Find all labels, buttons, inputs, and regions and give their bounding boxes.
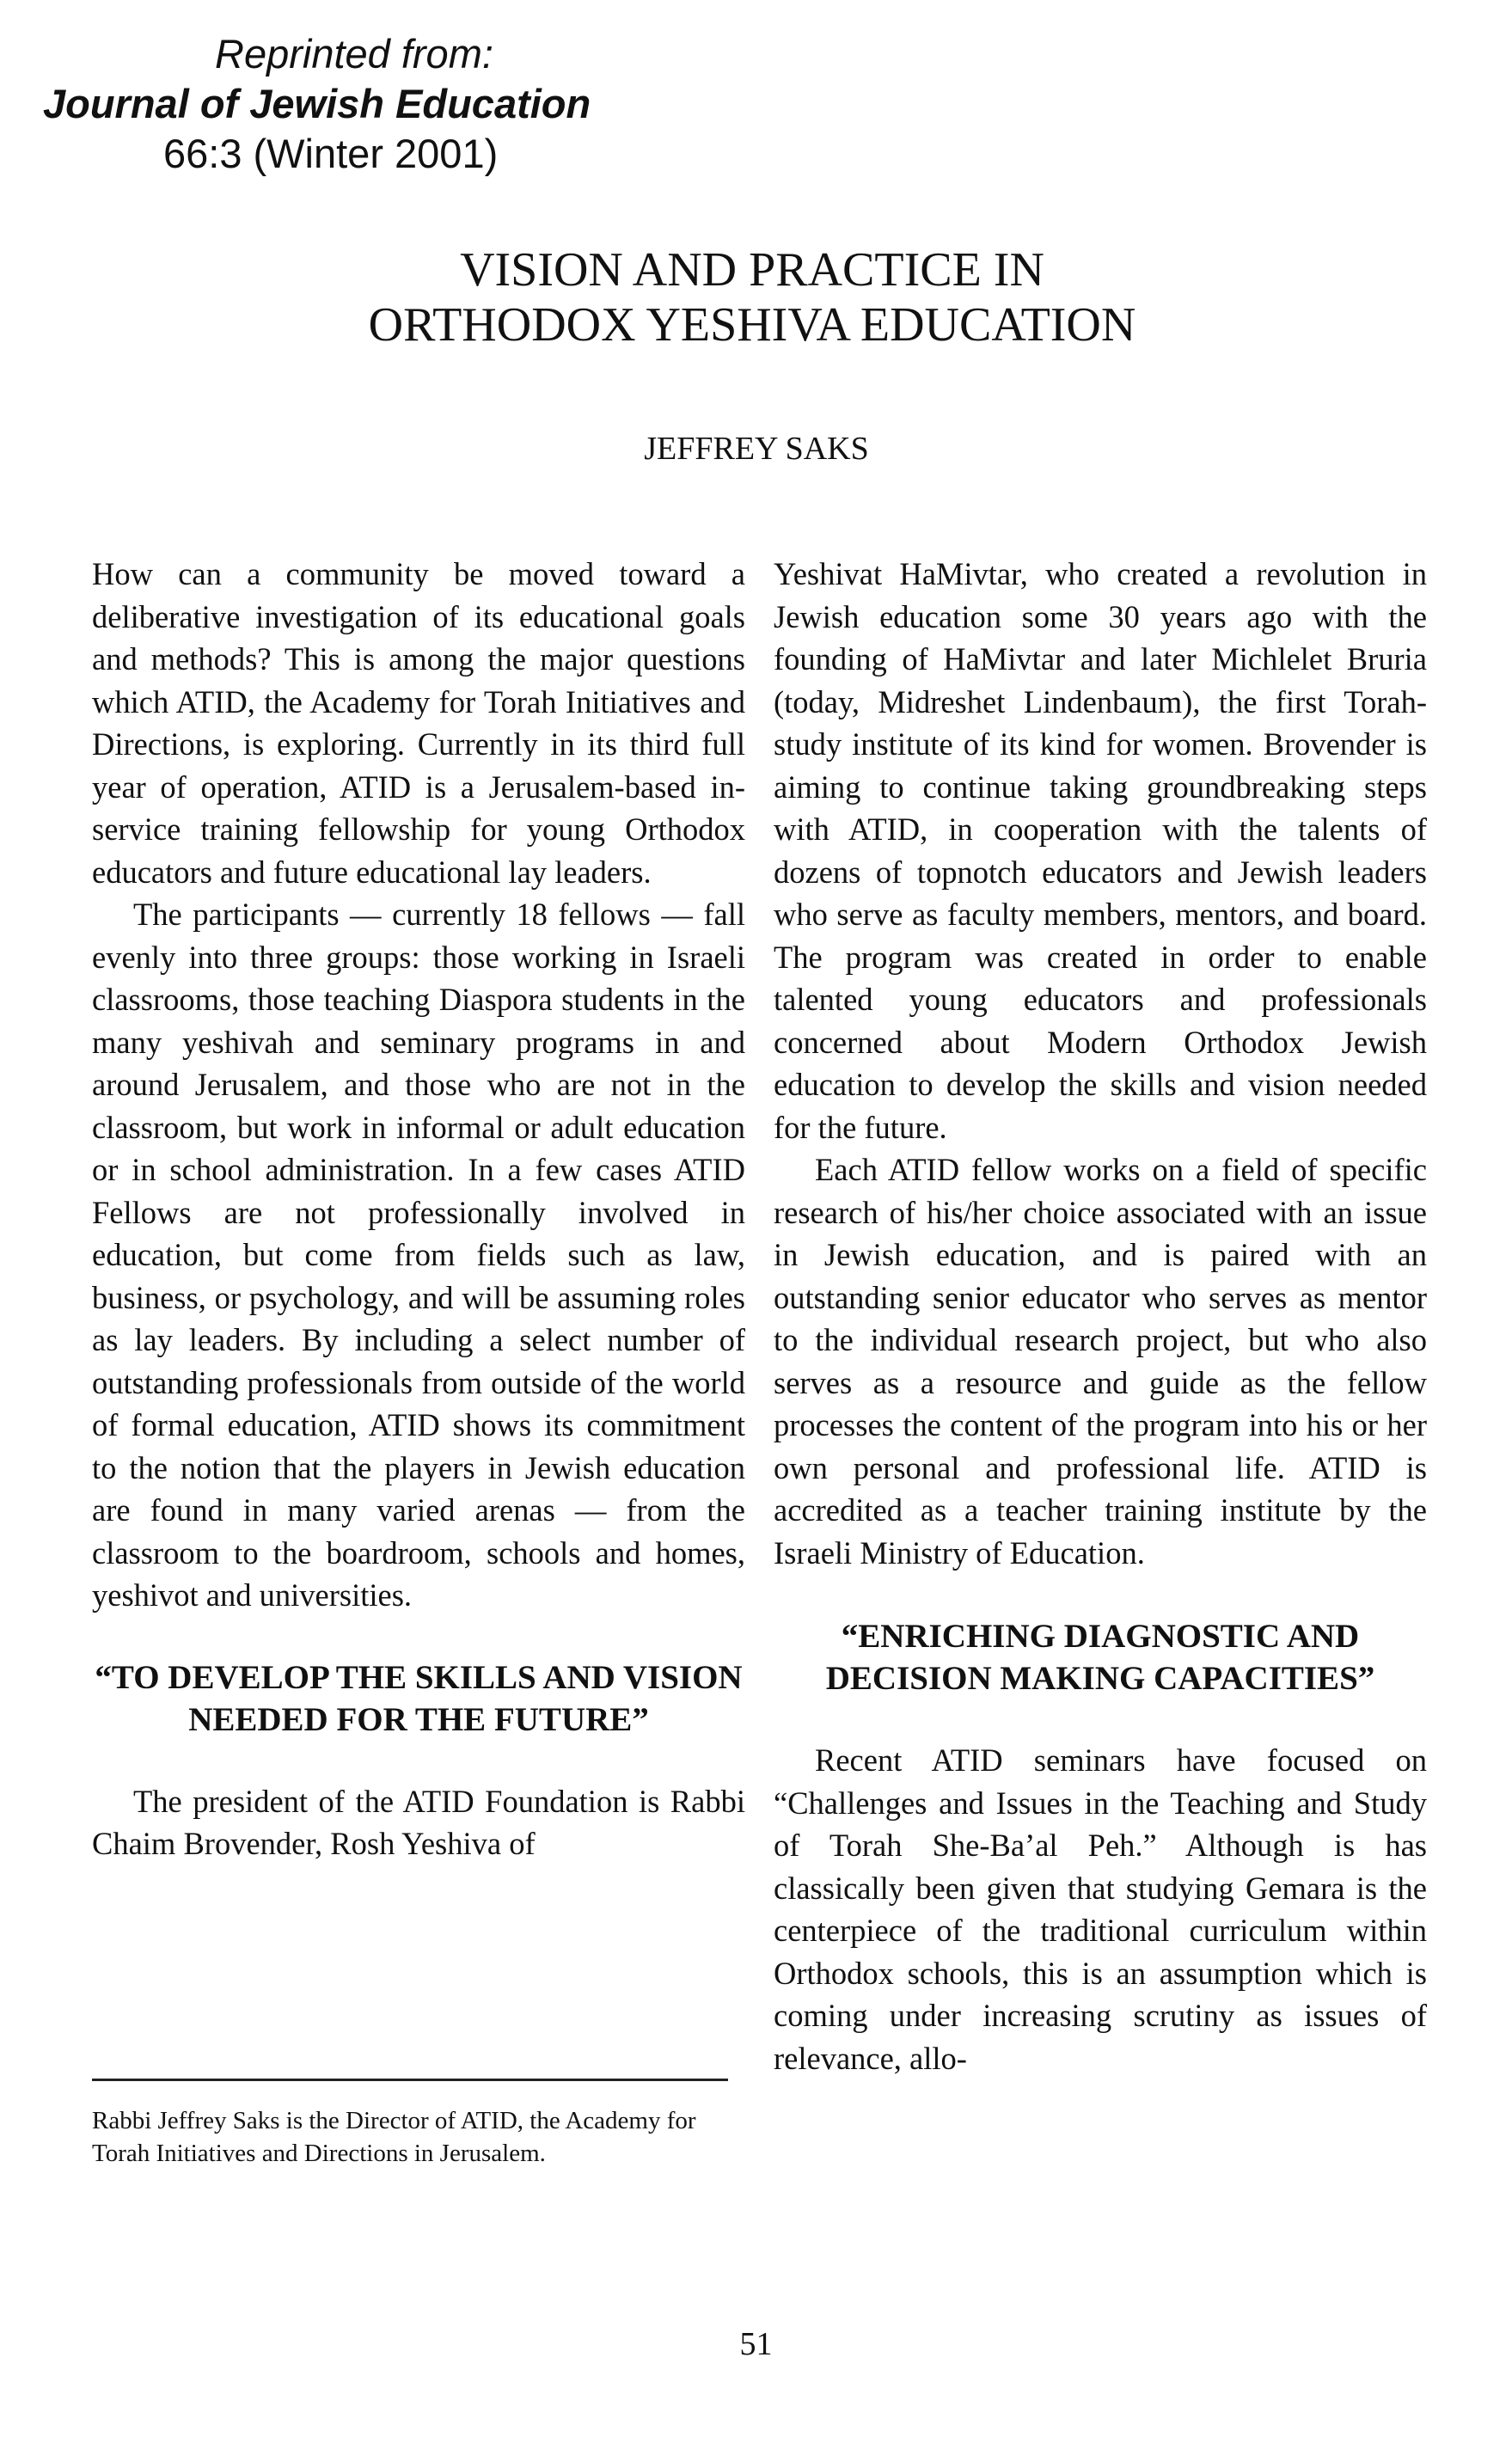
article-author: JEFFREY SAKS <box>644 431 869 467</box>
journal-issue: 66:3 (Winter 2001) <box>163 131 499 176</box>
paragraph: Each ATID fellow works on a field of specific research of his/her choice associated with an issue in Jewish education, and is paired with an outstanding senior educator who serves as mentor to the individual research project, but who also serves as a resource and guide as the fellow processes the content of the program into his or her own personal and professional life. ATID is accredited as a teacher training institute by the Israeli Ministry of Education. <box>774 1152 1427 1571</box>
journal-name: Journal of Jewish Education <box>43 81 591 126</box>
page-number: 51 <box>739 2326 773 2362</box>
article-title <box>258 242 1246 352</box>
reprint-notice <box>43 29 696 179</box>
article-title-line-1: VISION AND PRACTICE IN <box>460 243 1044 297</box>
section-heading: “TO DEVELOP THE SKILLS AND VISION NEEDED FOR THE FUTURE” <box>95 1658 743 1738</box>
paragraph: Yeshivat HaMivtar, who created a revolution in Jewish education some 30 years ago with the founding of HaMivtar and later Michlelet Bruria (today, Midreshet Lindenbaum), the first Torah-study institute of its kind for women. Brovender is aiming to continue taking groundbreaking steps with ATID, in cooperation with the talents of dozens of topnotch educators and Jewish leaders who serve as faculty members, mentors, and board. The program was created in order to enable talented young educators and professionals concerned about Modern Orthodox Jewish education to develop the skills and vision needed for the future. <box>774 556 1427 1145</box>
paragraph: How can a community be moved toward a deliberative investigation of its educational goals and methods? This is among the major questions which ATID, the Academy for Torah Initiatives and Directions, is exploring. Currently in its third full year of operation, ATID is a Jerusalem-based in-service training fellowship for young Orthodox educators and future educational lay leaders. <box>92 556 745 890</box>
section-heading: “ENRICHING DIAGNOSTIC AND DECISION MAKING CAPACITIES” <box>825 1618 1375 1697</box>
footnote-divider <box>92 2079 728 2081</box>
article-title-line-2: ORTHODOX YESHIVA EDUCATION <box>368 298 1136 352</box>
paragraph: The participants — currently 18 fellows — fall evenly into three groups: those working in Israeli classrooms, those teaching Diaspora students in the many yeshivah and seminary programs in and around Jerusalem, and those who are not in the classroom, but work in informal or adult education or in school administration. In a few cases ATID Fellows are not professionally involved in education, but come from fields such as law, business, or psychology, and will be assuming roles as lay leaders. By including a select number of outstanding professionals from outside of the world of formal education, ATID shows its commitment to the notion that the players in Jewish education are found in many varied arenas — from the classroom to the boardroom, schools and homes, yeshivot and universities. <box>92 897 745 1613</box>
left-column <box>92 553 745 1865</box>
author-footnote: Rabbi Jeffrey Saks is the Director of ATID, the Academy for Torah Initiatives and Directions in Jerusalem. <box>92 2107 696 2167</box>
right-column <box>774 553 1427 2079</box>
reprint-from-label: Reprinted from: <box>215 31 493 77</box>
paragraph: The president of the ATID Foundation is Rabbi Chaim Brovender, Rosh Yeshiva of <box>92 1783 745 1861</box>
paragraph: Recent ATID seminars have focused on “Challenges and Issues in the Teaching and Study of Torah She-Ba’al Peh.” Although is has classically been given that studying Gemara is the centerpiece of the traditional curriculum within Orthodox schools, this is an assumption which is coming under increasing scrutiny as issues of relevance, allo- <box>774 1742 1427 2076</box>
